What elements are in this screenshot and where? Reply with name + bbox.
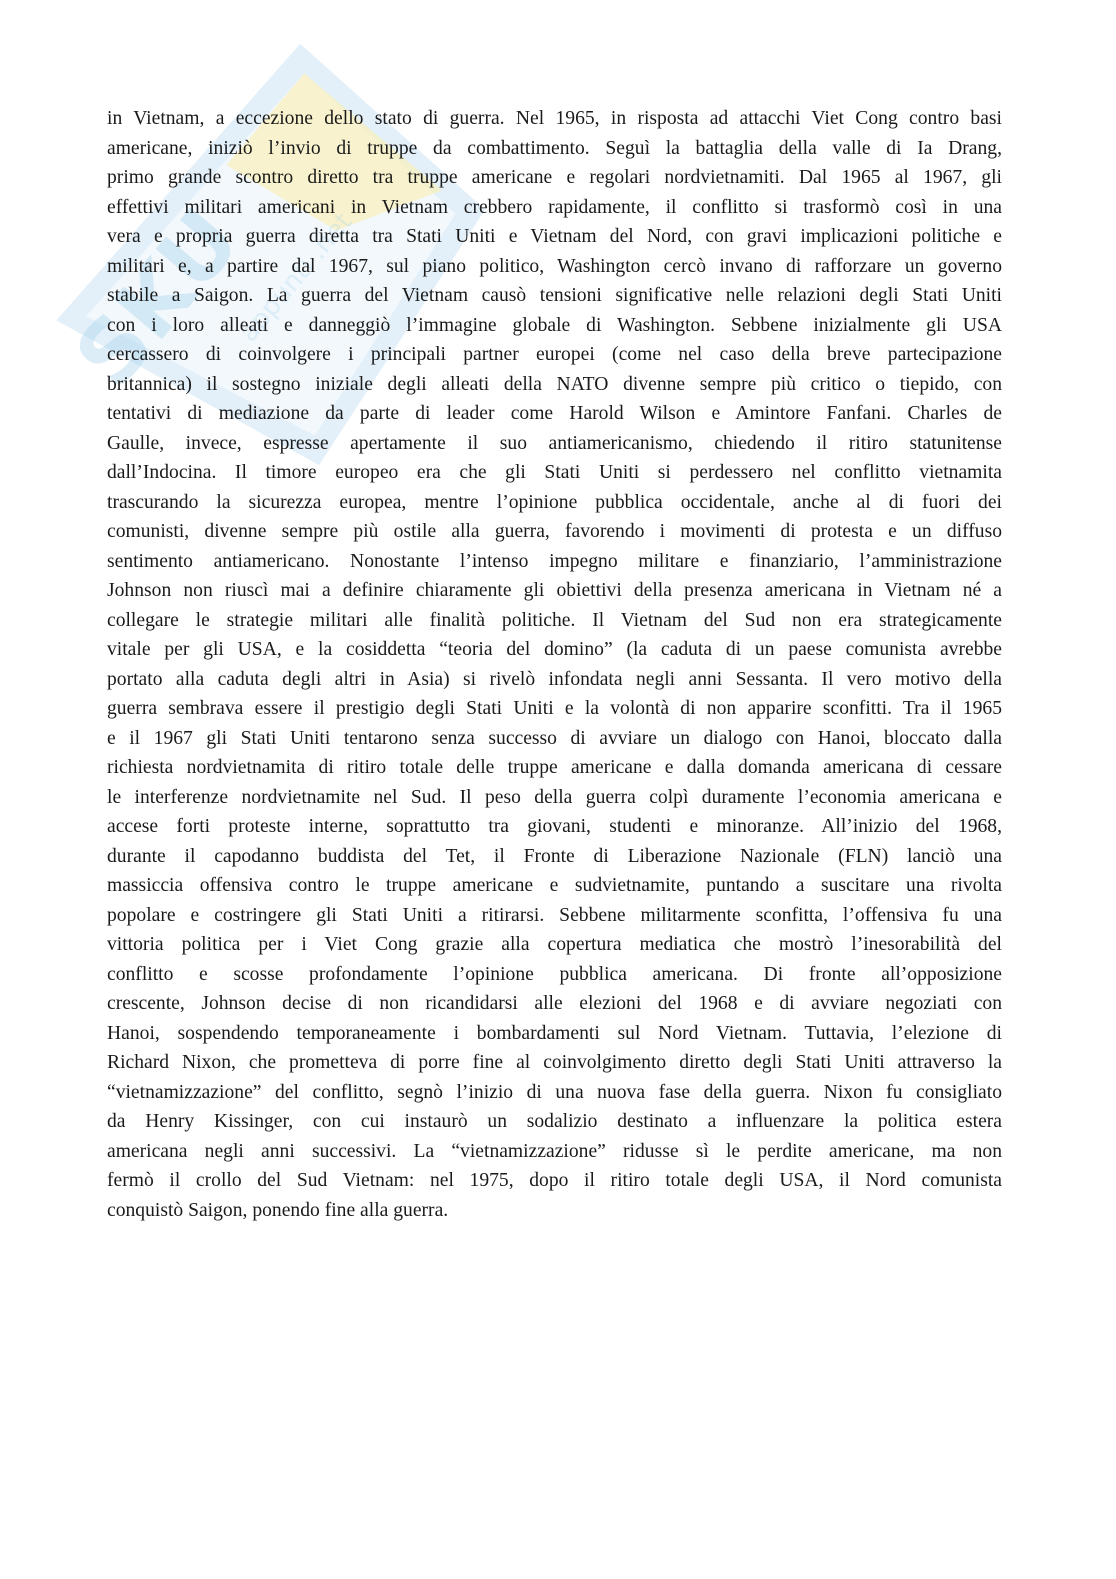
text-line: comunisti, divenne sempre più ostile alla guerra, favorendo i movimenti di protesta e un diffuso — [107, 521, 1002, 542]
text-line: con i loro alleati e danneggiò l’immagine globale di Washington. Sebbene inizialmente gli USA — [107, 314, 1002, 336]
text-line: sentimento antiamericano. Nonostante l’intenso impegno militare e finanziario, l’amministrazione — [107, 550, 1002, 572]
text-line: le interferenze nordvietnamite nel Sud. Il peso della guerra colpì duramente l’economia americana e — [107, 786, 1002, 808]
text-line: portato alla caduta degli altri in Asia) si rivelò infondata negli anni Sessanta. Il vero motivo della — [107, 668, 1002, 690]
text-line: Johnson non riuscì mai a definire chiaramente gli obiettivi della presenza americana in Vietnam né a — [107, 580, 1002, 601]
text-line: collegare le strategie militari alle finalità politiche. Il Vietnam del Sud non era strategicamente — [107, 609, 1002, 631]
text-line: americane, iniziò l’invio di truppe da combattimento. Seguì la battaglia della valle di Ia Drang, — [107, 137, 1002, 159]
text-line: americana negli anni successivi. La “vietnamizzazione” ridusse sì le perdite americane, ma non — [107, 1140, 1002, 1162]
text-line: stabile a Saigon. La guerra del Vietnam causò tensioni significative nelle relazioni degli Stati Uniti — [107, 285, 1002, 306]
text-line: guerra sembrava essere il prestigio degli Stati Uniti e la volontà di non apparire sconfitti. Tra il 1965 — [107, 698, 1002, 719]
text-line: da Henry Kissinger, con cui instaurò un sodalizio destinato a influenzare la politica estera — [107, 1111, 1002, 1132]
text-line: primo grande scontro diretto tra truppe americane e regolari nordvietnamiti. Dal 1965 al 1967, gli — [107, 167, 1002, 188]
text-line: effettivi militari americani in Vietnam crebbero rapidamente, il conflitto si trasformò così in una — [107, 196, 1002, 218]
text-line: durante il capodanno buddista del Tet, il Fronte di Liberazione Nazionale (FLN) lanciò una — [107, 845, 1002, 867]
text-line: in Vietnam, a eccezione dello stato di guerra. Nel 1965, in risposta ad attacchi Viet Cong contro basi — [107, 108, 1002, 129]
text-line: massiccia offensiva contro le truppe americane e sudvietnamite, puntando a suscitare una rivolta — [107, 875, 1002, 896]
text-line: richiesta nordvietnamita di ritiro totale delle truppe americane e dalla domanda americana di cessare — [107, 757, 1002, 778]
text-line: cercassero di coinvolgere i principali partner europei (come nel caso della breve partecipazione — [107, 344, 1002, 365]
text-line: popolare e costringere gli Stati Uniti a ritirarsi. Sebbene militarmente sconfitta, l’offensiva fu una — [107, 904, 1002, 926]
text-line: tentativi di mediazione da parte di leader come Harold Wilson e Amintore Fanfani. Charles de — [107, 403, 1002, 424]
text-line: conflitto e scosse profondamente l’opinione pubblica americana. Di fronte all’opposizione — [107, 963, 1002, 985]
text-line: vera e propria guerra diretta tra Stati Uniti e Vietnam del Nord, con gravi implicazioni politiche e — [107, 226, 1002, 247]
text-line: Hanoi, sospendendo temporaneamente i bombardamenti sul Nord Vietnam. Tuttavia, l’elezione di — [107, 1022, 1002, 1044]
text-line-last: conquistò Saigon, ponendo fine alla guerra. — [107, 1199, 449, 1221]
text-line: “vietnamizzazione” del conflitto, segnò l’inizio di una nuova fase della guerra. Nixon fu consigliato — [107, 1081, 1002, 1103]
text-line: accese forti proteste interne, soprattutto tra giovani, studenti e minoranze. All’inizio del 1968, — [107, 816, 1002, 837]
body-paragraph — [107, 104, 1002, 1225]
text-line: vitale per gli USA, e la cosiddetta “teoria del domino” (la caduta di un paese comunista avrebbe — [107, 639, 1002, 660]
svg-text:appunti .net: appunti .net — [233, 207, 359, 348]
text-line: crescente, Johnson decise di non ricandidarsi alle elezioni del 1968 e di avviare negoziati con — [107, 993, 1002, 1014]
text-line: Richard Nixon, che prometteva di porre fine al coinvolgimento diretto degli Stati Uniti attraverso la — [107, 1052, 1002, 1073]
text-line: e il 1967 gli Stati Uniti tentarono senza successo di avviare un dialogo con Hanoi, bloccato dalla — [107, 727, 1002, 749]
text-line: militari e, a partire dal 1967, sul piano politico, Washington cercò invano di rafforzare un governo — [107, 255, 1002, 277]
text-line: britannica) il sostegno iniziale degli alleati della NATO divenne sempre più critico o tiepido, con — [107, 373, 1002, 395]
text-line: fermò il crollo del Sud Vietnam: nel 1975, dopo il ritiro totale degli USA, il Nord comunista — [107, 1170, 1002, 1191]
text-line: trascurando la sicurezza europea, mentre l’opinione pubblica occidentale, anche al di fuori dei — [107, 491, 1002, 513]
text-line: Gaulle, invece, espresse apertamente il suo antiamericanismo, chiedendo il ritiro statunitense — [107, 432, 1002, 454]
text-line: dall’Indocina. Il timore europeo era che gli Stati Uniti si perdessero nel conflitto vietnamita — [107, 462, 1002, 483]
svg-text:SKU: SKU — [56, 190, 260, 407]
text-line: vittoria politica per i Viet Cong grazie alla copertura mediatica che mostrò l’inesorabilità del — [107, 934, 1002, 955]
